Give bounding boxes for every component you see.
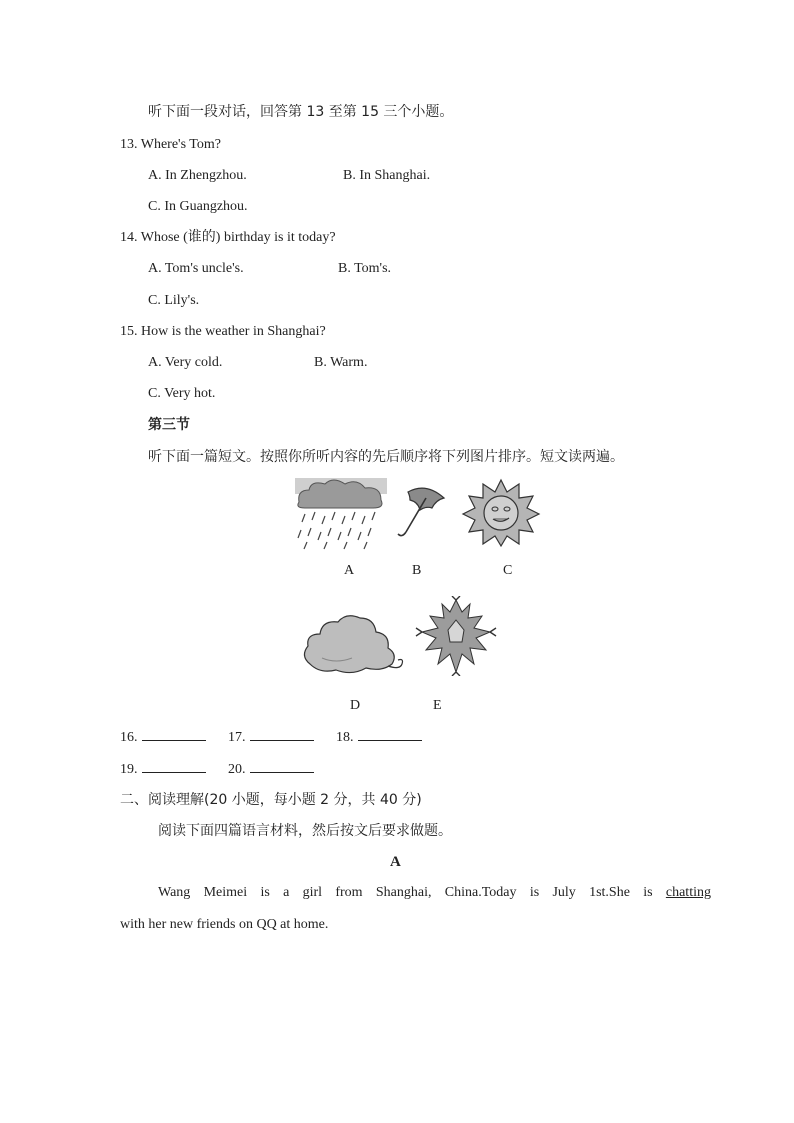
question-13-option-a: A. In Zhengzhou. — [148, 168, 247, 183]
passage-word: China.Today — [444, 885, 517, 900]
underlined-word: chatting — [665, 885, 711, 900]
question-14-stem: 14. Whose (谁的) birthday is it today? — [120, 230, 336, 245]
question-14-option-a: A. Tom's uncle's. — [148, 261, 244, 276]
question-14-option-c: C. Lily's. — [148, 293, 200, 308]
umbrella-icon — [396, 484, 448, 540]
passage-word: Wang — [158, 885, 191, 900]
part-instructions: 阅读下面四篇语言材料，然后按文后要求做题。 — [158, 823, 452, 839]
snowflake-icon — [414, 596, 498, 676]
passage-word: Shanghai, — [375, 885, 432, 900]
answer-blank[interactable] — [250, 728, 314, 741]
part-heading: 二、阅读理解(20 小题，每小题 2 分，共 40 分) — [120, 792, 422, 808]
question-15-option-c: C. Very hot. — [148, 386, 216, 401]
answer-blank[interactable] — [142, 760, 206, 773]
question-13-stem: 13. Where's Tom? — [120, 137, 221, 152]
cloud-icon — [302, 612, 406, 680]
answer-20: 20. — [228, 760, 314, 779]
rain-cloud-icon — [295, 478, 387, 550]
picture-label-b: B — [412, 563, 422, 578]
picture-label-e: E — [433, 698, 442, 713]
answer-16: 16. — [120, 728, 206, 747]
passage-word: from — [335, 885, 363, 900]
picture-label-a: A — [344, 563, 355, 578]
question-13-option-c: C. In Guangzhou. — [148, 199, 248, 214]
question-14-option-b: B. Tom's. — [338, 261, 392, 276]
answer-blank[interactable] — [142, 728, 206, 741]
section-heading: 第三节 — [148, 417, 190, 433]
passage-line-2: with her new friends on QQ at home. — [120, 917, 329, 932]
passage-word: girl — [302, 885, 323, 900]
question-15-option-b: B. Warm. — [314, 355, 368, 370]
passage-word: 1st.She — [589, 885, 630, 900]
picture-label-c: C — [503, 563, 513, 578]
passage-word: Meimei — [203, 885, 248, 900]
section-instructions: 听下面一篇短文。按照你所听内容的先后顺序将下列图片排序。短文读两遍。 — [148, 449, 624, 465]
passage-word: is — [529, 885, 540, 900]
passage-title: A — [390, 854, 401, 870]
passage-word: is — [260, 885, 270, 900]
section-intro: 听下面一段对话，回答第 13 至第 15 三个小题。 — [148, 104, 454, 120]
passage-word: is — [643, 885, 653, 900]
passage-line-1 — [158, 884, 711, 902]
answer-blank[interactable] — [358, 728, 422, 741]
question-13-option-b: B. In Shanghai. — [343, 168, 431, 183]
sun-icon — [461, 478, 541, 548]
passage-word: July — [552, 885, 576, 900]
question-15-stem: 15. How is the weather in Shanghai? — [120, 324, 326, 339]
passage-word: a — [283, 885, 290, 900]
question-15-option-a: A. Very cold. — [148, 355, 223, 370]
answer-17: 17. — [228, 728, 314, 747]
picture-label-d: D — [350, 698, 361, 713]
answer-blank[interactable] — [250, 760, 314, 773]
answer-19: 19. — [120, 760, 206, 779]
answer-18: 18. — [336, 728, 422, 747]
